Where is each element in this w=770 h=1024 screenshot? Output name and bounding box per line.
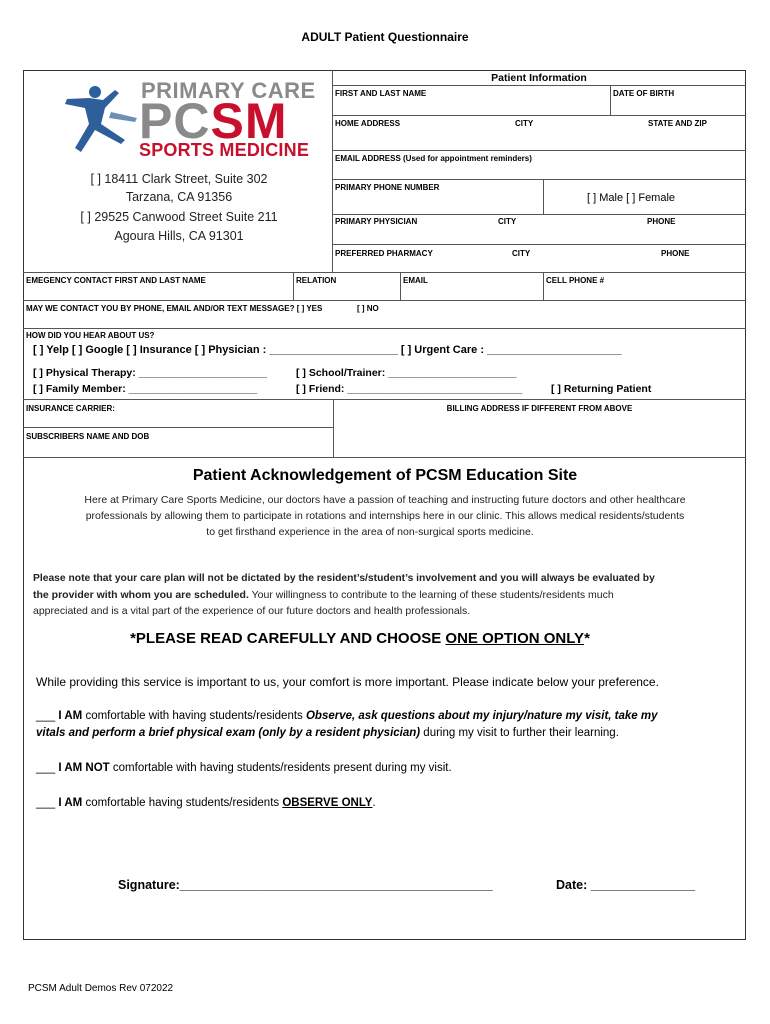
intro-paragraph-line-2: professionals by allowing them to participate in rotations and internships here in our clinic. This allows medical residents/students	[85, 510, 685, 522]
option-3-end: .	[372, 797, 376, 809]
option-2-text: comfortable with having students/residents present during my visit.	[109, 762, 452, 774]
referral-family-member[interactable]: [ ] Family Member: ______________________	[33, 383, 258, 395]
home-address-label: HOME ADDRESS	[335, 119, 401, 128]
referral-row-1[interactable]: [ ] Yelp [ ] Google [ ] Insurance [ ] Physician : _____________________ [ ] Urgent Care : ______________________	[33, 344, 622, 356]
intro-paragraph-line-1: Here at Primary Care Sports Medicine, our doctors have a passion of teaching and instructing future doctors and other healthcare	[84, 494, 686, 506]
acknowledgement-heading: Patient Acknowledgement of PCSM Education Site	[192, 467, 578, 484]
name-field-label: FIRST AND LAST NAME	[335, 89, 427, 98]
pharmacy-phone-label: PHONE	[661, 249, 690, 258]
choose-pre: *PLEASE READ CAREFULLY AND CHOOSE	[130, 630, 446, 647]
care-plan-line-2	[33, 587, 614, 603]
contact-consent-yes[interactable]: MAY WE CONTACT YOU BY PHONE, EMAIL AND/OR TEXT MESSAGE? [ ] YES	[26, 304, 323, 313]
physician-city-label: CITY	[498, 217, 517, 226]
care-plan-line-2-bold: the provider with whom you are scheduled.	[33, 589, 249, 601]
care-plan-line-2-rest: Your willingness to contribute to the learning of these students/residents much	[248, 589, 614, 601]
athlete-silhouette-icon	[55, 78, 145, 162]
subscriber-label: SUBSCRIBERS NAME AND DOB	[26, 432, 150, 441]
care-plan-line-3: appreciated and is a vital part of the experience of our future doctors and health professionals.	[33, 605, 471, 617]
choose-instruction	[0, 630, 720, 647]
primary-physician-label: PRIMARY PHYSICIAN	[335, 217, 418, 226]
physician-phone-label: PHONE	[647, 217, 676, 226]
referral-returning-patient[interactable]: [ ] Returning Patient	[551, 383, 652, 395]
primary-phone-label: PRIMARY PHONE NUMBER	[335, 183, 440, 192]
choose-one-option: ONE OPTION ONLY	[445, 630, 585, 647]
email-address-label: EMAIL ADDRESS (Used for appointment reminders)	[335, 154, 532, 163]
option-2[interactable]	[36, 760, 452, 777]
gender-checkbox[interactable]: [ ] Male [ ] Female	[587, 192, 676, 204]
option-3-text: comfortable having students/residents	[82, 797, 283, 809]
insurance-carrier-label: INSURANCE CARRIER:	[26, 404, 115, 413]
referral-friend[interactable]: [ ] Friend: ______________________________	[296, 383, 523, 395]
emergency-relation-label: RELATION	[296, 276, 337, 285]
date-line[interactable]: Date: _______________	[556, 878, 696, 892]
location-agoura-checkbox[interactable]: [ ] 29525 Canwood Street Suite 211	[80, 210, 278, 224]
option-1-blank[interactable]: ___	[36, 710, 59, 722]
emergency-cell-label: CELL PHONE #	[546, 276, 605, 285]
location-tarzana-city: Tarzana, CA 91356	[125, 190, 233, 204]
location-agoura-city: Agoura Hills, CA 91301	[114, 229, 244, 243]
option-2-bold: I AM NOT	[58, 762, 110, 774]
option-3-bold: I AM	[58, 797, 83, 809]
option-1-text: comfortable with having students/residents	[82, 710, 306, 722]
option-2-blank[interactable]: ___	[36, 762, 59, 774]
logo-pc: PC	[139, 93, 211, 149]
footer-revision: PCSM Adult Demos Rev 072022	[28, 983, 174, 994]
state-zip-label: STATE AND ZIP	[648, 119, 707, 128]
logo-primary-care: PRIMARY CARE	[141, 78, 316, 103]
emergency-email-label: EMAIL	[403, 276, 428, 285]
billing-address-label: BILLING ADDRESS IF DIFFERENT FROM ABOVE	[446, 404, 633, 413]
care-plan-line-1: Please note that your care plan will not be dictated by the resident’s/student’s involvement and you will always be evaluated by	[33, 573, 655, 584]
option-3-observe-only: OBSERVE ONLY	[282, 797, 373, 809]
referral-school-trainer[interactable]: [ ] School/Trainer: ______________________	[296, 367, 517, 379]
city-label: CITY	[515, 119, 534, 128]
dob-field-label: DATE OF BIRTH	[613, 89, 675, 98]
referral-header: HOW DID YOU HEAR ABOUT US?	[26, 331, 155, 340]
option-1[interactable]	[36, 708, 658, 725]
option-1-bold: I AM	[58, 710, 83, 722]
pharmacy-label: PREFERRED PHARMACY	[335, 249, 433, 258]
option-3-blank[interactable]: ___	[36, 797, 59, 809]
patient-info-header: Patient Information	[491, 72, 587, 84]
document-title: ADULT Patient Questionnaire	[301, 30, 469, 44]
contact-consent-no[interactable]: [ ] NO	[357, 304, 379, 313]
preference-intro: While providing this service is important to us, your comfort is more important. Please indicate below your preference.	[36, 675, 659, 689]
option-1-emphasis-1: Observe, ask questions about my injury/nature my visit, take my	[305, 710, 658, 722]
option-1-end: during my visit to further their learning.	[420, 727, 619, 739]
option-1-continued	[36, 725, 619, 742]
logo-sports-medicine: SPORTS MEDICINE	[139, 140, 310, 160]
referral-physical-therapy[interactable]: [ ] Physical Therapy: ______________________	[33, 367, 268, 379]
pcsm-logo	[55, 78, 316, 162]
logo-sm: SM	[210, 93, 288, 149]
intro-paragraph-line-3: to get firsthand experience in the area of non-surgical sports medicine.	[206, 526, 534, 538]
pharmacy-city-label: CITY	[512, 249, 531, 258]
option-1-emphasis-2: vitals and perform a brief physical exam (only by a resident physician)	[36, 727, 421, 739]
choose-post: *	[584, 630, 590, 647]
signature-line[interactable]: Signature:_____________________________________________	[118, 878, 493, 892]
emergency-name-label: EMEGENCY CONTACT FIRST AND LAST NAME	[26, 276, 206, 285]
location-tarzana-checkbox[interactable]: [ ] 18411 Clark Street, Suite 302	[90, 172, 268, 186]
option-3[interactable]	[36, 795, 376, 812]
